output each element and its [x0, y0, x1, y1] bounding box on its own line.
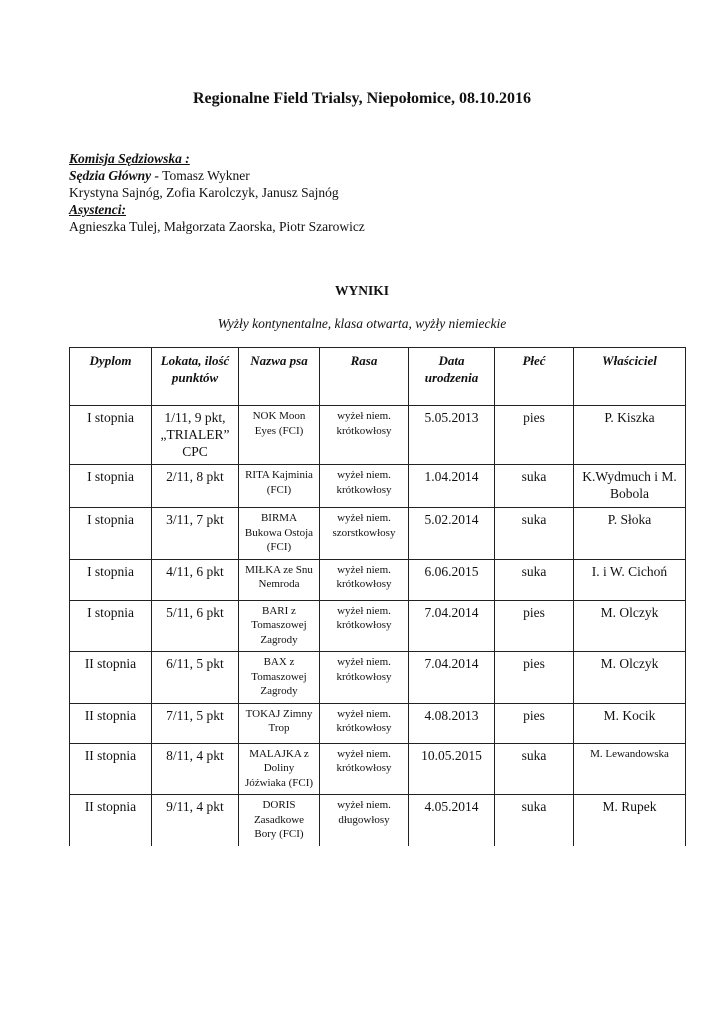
- cell-dyplom: I stopnia: [70, 508, 152, 560]
- header-wlasciciel: Właściciel: [574, 348, 686, 406]
- header-rasa: Rasa: [320, 348, 409, 406]
- cell-plec: suka: [495, 508, 574, 560]
- cell-plec: suka: [495, 795, 574, 846]
- cell-nazwa: RITA Kajminia (FCI): [239, 465, 320, 508]
- cell-plec: pies: [495, 406, 574, 465]
- header-data: Data urodzenia: [409, 348, 495, 406]
- cell-nazwa: NOK Moon Eyes (FCI): [239, 406, 320, 465]
- cell-wlasciciel: K.Wydmuch i M. Bobola: [574, 465, 686, 508]
- cell-wlasciciel: M. Kocik: [574, 703, 686, 743]
- results-heading: WYNIKI: [334, 283, 389, 298]
- cell-dyplom: II stopnia: [70, 795, 152, 846]
- cell-rasa: wyżeł niem. krótkowłosy: [320, 600, 409, 652]
- cell-lokata: 9/11, 4 pkt: [152, 795, 239, 846]
- cell-data: 1.04.2014: [409, 465, 495, 508]
- cell-data: 10.05.2015: [409, 743, 495, 795]
- cell-wlasciciel: P. Słoka: [574, 508, 686, 560]
- cell-dyplom: I stopnia: [70, 406, 152, 465]
- table-row: [70, 743, 686, 795]
- cell-rasa: wyżeł niem. krótkowłosy: [320, 652, 409, 704]
- cell-rasa: wyżeł niem. krótkowłosy: [320, 406, 409, 465]
- header-dyplom: Dyplom: [70, 348, 152, 406]
- head-judge-name: Tomasz Wykner: [159, 168, 250, 183]
- cell-dyplom: II stopnia: [70, 743, 152, 795]
- table-row: [70, 600, 686, 652]
- results-table: [69, 347, 686, 846]
- cell-lokata: 2/11, 8 pkt: [152, 465, 239, 508]
- cell-data: 4.05.2014: [409, 795, 495, 846]
- cell-wlasciciel: I. i W. Cichoń: [574, 559, 686, 600]
- cell-data: 7.04.2014: [409, 600, 495, 652]
- table-row: [70, 508, 686, 560]
- cell-wlasciciel: P. Kiszka: [574, 406, 686, 465]
- table-row: [70, 465, 686, 508]
- cell-dyplom: I stopnia: [70, 559, 152, 600]
- judges-list: Krystyna Sajnóg, Zofia Karolczyk, Janusz Sajnóg: [69, 185, 339, 200]
- cell-dyplom: I stopnia: [70, 465, 152, 508]
- assistants-label: Asystenci:: [69, 202, 126, 217]
- table-row: [70, 559, 686, 600]
- document-title: Regionalne Field Trialsy, Niepołomice, 08.10.2016: [192, 90, 532, 107]
- cell-lokata: 8/11, 4 pkt: [152, 743, 239, 795]
- cell-dyplom: II stopnia: [70, 652, 152, 704]
- cell-rasa: wyżeł niem. szorstkowłosy: [320, 508, 409, 560]
- header-nazwa: Nazwa psa: [239, 348, 320, 406]
- committee-section: [69, 150, 365, 235]
- cell-rasa: wyżeł niem. długowłosy: [320, 795, 409, 846]
- cell-nazwa: BIRMA Bukowa Ostoja (FCI): [239, 508, 320, 560]
- cell-data: 7.04.2014: [409, 652, 495, 704]
- cell-nazwa: DORIS Zasadkowe Bory (FCI): [239, 795, 320, 846]
- cell-rasa: wyżeł niem. krótkowłosy: [320, 465, 409, 508]
- cell-data: 5.02.2014: [409, 508, 495, 560]
- cell-dyplom: I stopnia: [70, 600, 152, 652]
- cell-lokata: 5/11, 6 pkt: [152, 600, 239, 652]
- cell-dyplom: II stopnia: [70, 703, 152, 743]
- table-row: [70, 703, 686, 743]
- cell-rasa: wyżeł niem. krótkowłosy: [320, 743, 409, 795]
- table-row: [70, 795, 686, 846]
- cell-lokata: 6/11, 5 pkt: [152, 652, 239, 704]
- committee-label: Komisja Sędziowska :: [69, 151, 190, 166]
- table-header-row: [70, 348, 686, 406]
- head-judge-label: Sędzia Główny -: [69, 168, 160, 183]
- cell-plec: suka: [495, 465, 574, 508]
- cell-plec: pies: [495, 703, 574, 743]
- cell-lokata: 4/11, 6 pkt: [152, 559, 239, 600]
- cell-wlasciciel: M. Olczyk: [574, 652, 686, 704]
- cell-plec: pies: [495, 652, 574, 704]
- header-lokata: Lokata, ilość punktów: [152, 348, 239, 406]
- cell-nazwa: BARI z Tomaszowej Zagrody: [239, 600, 320, 652]
- cell-wlasciciel: M. Olczyk: [574, 600, 686, 652]
- cell-nazwa: MALAJKA z Doliny Jóźwiaka (FCI): [239, 743, 320, 795]
- cell-lokata: 1/11, 9 pkt, „TRIALER” CPC: [152, 406, 239, 465]
- cell-data: 4.08.2013: [409, 703, 495, 743]
- cell-lokata: 3/11, 7 pkt: [152, 508, 239, 560]
- cell-data: 6.06.2015: [409, 559, 495, 600]
- table-row: [70, 406, 686, 465]
- cell-data: 5.05.2013: [409, 406, 495, 465]
- cell-nazwa: TOKAJ Zimny Trop: [239, 703, 320, 743]
- table-row: [70, 652, 686, 704]
- cell-rasa: wyżeł niem. krótkowłosy: [320, 703, 409, 743]
- cell-plec: suka: [495, 559, 574, 600]
- cell-lokata: 7/11, 5 pkt: [152, 703, 239, 743]
- header-plec: Płeć: [495, 348, 574, 406]
- cell-wlasciciel: M. Rupek: [574, 795, 686, 846]
- cell-plec: pies: [495, 600, 574, 652]
- assistants-list: Agnieszka Tulej, Małgorzata Zaorska, Piotr Szarowicz: [69, 219, 365, 234]
- cell-rasa: wyżeł niem. krótkowłosy: [320, 559, 409, 600]
- cell-plec: suka: [495, 743, 574, 795]
- cell-wlasciciel: M. Lewandowska: [574, 743, 686, 795]
- cell-nazwa: BAX z Tomaszowej Zagrody: [239, 652, 320, 704]
- cell-nazwa: MIŁKA ze Snu Nemroda: [239, 559, 320, 600]
- class-subtitle: Wyżły kontynentalne, klasa otwarta, wyżły niemieckie: [217, 316, 507, 331]
